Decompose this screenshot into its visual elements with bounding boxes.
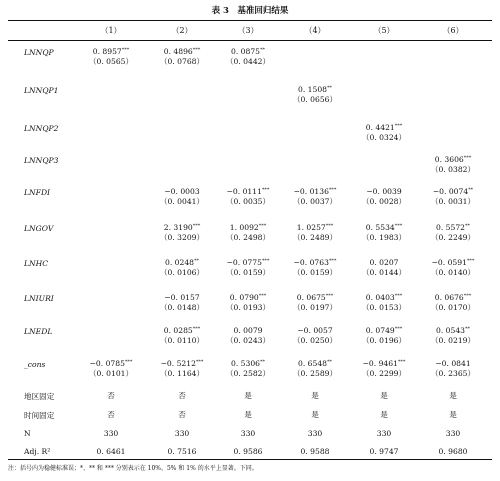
row-label: LNIURI (24, 294, 54, 303)
coefficient-cell (418, 221, 488, 243)
row-label: LNHC (24, 259, 49, 268)
significance-stars: *** (394, 326, 403, 332)
coefficient-cell (418, 185, 488, 207)
coefficient-number: −0. 0763 (293, 258, 329, 267)
coefficient-value (213, 45, 283, 57)
coefficient-value (418, 256, 488, 268)
standard-error: （0. 0656） (292, 95, 338, 104)
footer-cell: 是 (311, 391, 319, 400)
coefficient-value (418, 324, 488, 336)
coefficient-cell (418, 291, 488, 313)
coefficient-value (418, 153, 488, 165)
coefficient-value (213, 324, 283, 336)
footer-cell: 330 (376, 429, 392, 438)
footer-cell: 330 (445, 429, 461, 438)
coefficient-cell (280, 185, 350, 207)
row-label: LNEDL (24, 327, 53, 336)
coefficient-value (213, 357, 283, 369)
significance-stars: ** (194, 258, 199, 264)
row-label: LNNQP3 (24, 156, 59, 165)
coefficient-value (418, 221, 488, 233)
significance-stars: *** (463, 155, 472, 161)
table-note: 注：括号内为稳健标准误；*、** 和 *** 分别表示在 10%、5% 和 1% 的水平上显著。下同。 (8, 465, 258, 472)
coefficient-cell (280, 357, 350, 379)
significance-stars: *** (261, 187, 270, 193)
coefficient-number: 2. 3190 (163, 223, 193, 232)
row-label: LNNQP (24, 48, 54, 57)
footer-cell: 是 (244, 410, 252, 419)
coefficient-value (213, 291, 283, 303)
coefficient-value (280, 256, 350, 268)
coefficient-value (280, 185, 350, 197)
standard-error: （0. 0140） (430, 268, 476, 277)
coefficient-cell (147, 324, 217, 346)
standard-error: （0. 2582） (225, 369, 271, 378)
coefficient-cell (213, 185, 283, 207)
significance-stars: *** (397, 359, 406, 365)
coefficient-number: 0. 0676 (434, 293, 464, 302)
footer-row-label: Adj. R² (24, 447, 51, 456)
coefficient-number: −0. 0136 (293, 187, 329, 196)
coefficient-number: 0. 5306 (231, 359, 260, 368)
footer-cell: 是 (380, 410, 388, 419)
standard-error: （0. 2589） (292, 369, 338, 378)
coefficient-number: −0. 0111 (226, 187, 262, 196)
footer-cell: 是 (311, 410, 319, 419)
coefficient-cell (147, 185, 217, 207)
standard-error: （0. 0243） (225, 336, 271, 345)
standard-error: （0. 0035） (225, 197, 271, 206)
coefficient-number: 0. 4896 (163, 47, 193, 56)
coefficient-number: 0. 0285 (163, 326, 193, 335)
standard-error: （0. 1983） (361, 233, 407, 242)
significance-stars: *** (325, 223, 334, 229)
standard-error: （0. 0250） (292, 336, 338, 345)
significance-stars: *** (258, 293, 267, 299)
standard-error: （0. 1164） (159, 369, 205, 378)
significance-stars: *** (258, 223, 267, 229)
significance-stars: ** (260, 359, 265, 365)
footer-cell: 330 (307, 429, 323, 438)
coefficient-number: 0. 0079 (233, 326, 263, 335)
coefficient-cell (147, 256, 217, 278)
footer-cell: 330 (174, 429, 190, 438)
significance-stars: *** (121, 47, 130, 53)
significance-stars: ** (260, 47, 265, 53)
footer-cell: 否 (178, 391, 186, 400)
coefficient-cell (280, 324, 350, 346)
coefficient-cell (349, 291, 419, 313)
significance-stars: *** (325, 293, 334, 299)
standard-error: （0. 0159） (292, 268, 338, 277)
coefficient-value (280, 221, 350, 233)
coefficient-number: 0. 0875 (231, 47, 260, 56)
coefficient-value (349, 256, 419, 268)
significance-stars: *** (394, 123, 403, 129)
coefficient-value (147, 291, 217, 303)
standard-error: （0. 2498） (225, 233, 271, 242)
significance-stars: *** (328, 187, 337, 193)
coefficient-value (280, 83, 350, 95)
significance-stars: *** (192, 47, 201, 53)
coefficient-cell (418, 153, 488, 175)
row-label: LNGOV (24, 224, 54, 233)
standard-error: （0. 0110） (159, 336, 205, 345)
row-label: LNNQP1 (24, 86, 59, 95)
footer-row-label: N (24, 429, 31, 438)
standard-error: （0. 0153） (361, 303, 407, 312)
significance-stars: *** (466, 258, 475, 264)
standard-error: （0. 0170） (430, 303, 476, 312)
coefficient-cell (76, 45, 146, 67)
coefficient-cell (147, 291, 217, 313)
significance-stars: ** (465, 326, 470, 332)
coefficient-number: 1. 0092 (229, 223, 259, 232)
coefficient-cell (349, 324, 419, 346)
coefficient-cell (213, 357, 283, 379)
coefficient-value (349, 357, 419, 369)
coefficient-number: −0. 5212 (160, 359, 196, 368)
coefficient-number: 1. 0257 (296, 223, 326, 232)
coefficient-number: −0. 0039 (366, 187, 402, 196)
coefficient-number: −0. 0591 (431, 258, 467, 267)
bottom-rule (8, 459, 492, 460)
footer-row-label: 地区固定 (24, 392, 55, 401)
coefficient-number: 0. 0207 (369, 258, 399, 267)
standard-error: （0. 2249） (430, 233, 476, 242)
significance-stars: *** (394, 223, 403, 229)
coefficient-cell (418, 324, 488, 346)
significance-stars: ** (327, 85, 332, 91)
coefficient-cell (280, 256, 350, 278)
footer-cell: 是 (244, 391, 252, 400)
coefficient-number: −0. 0775 (226, 258, 262, 267)
significance-stars: *** (195, 359, 204, 365)
coefficient-cell (213, 221, 283, 243)
coefficient-number: −0. 9461 (362, 359, 398, 368)
column-header: （2） (171, 26, 193, 35)
top-rule (8, 20, 492, 21)
coefficient-value (280, 291, 350, 303)
coefficient-value (280, 357, 350, 369)
coefficient-number: 0. 0403 (365, 293, 395, 302)
coefficient-number: −0. 0157 (164, 293, 200, 302)
coefficient-number: 0. 8957 (92, 47, 122, 56)
header-rule (8, 40, 492, 41)
coefficient-value (213, 256, 283, 268)
footer-row-label: 时间固定 (24, 411, 55, 420)
coefficient-cell (349, 221, 419, 243)
standard-error: （0. 2299） (361, 369, 407, 378)
footer-cell: 0. 9680 (438, 447, 468, 456)
coefficient-number: 0. 6548 (298, 359, 327, 368)
coefficient-cell (349, 357, 419, 379)
footer-cell: 330 (103, 429, 119, 438)
coefficient-value (349, 185, 419, 197)
coefficient-cell (349, 121, 419, 143)
standard-error: （0. 0159） (225, 268, 271, 277)
coefficient-value (349, 121, 419, 133)
footer-cell: 0. 6461 (96, 447, 126, 456)
coefficient-value (418, 185, 488, 197)
coefficient-cell (213, 45, 283, 67)
coefficient-value (349, 291, 419, 303)
significance-stars: *** (463, 293, 472, 299)
column-header: （6） (442, 26, 464, 35)
coefficient-value (147, 357, 217, 369)
coefficient-cell (147, 357, 217, 379)
standard-error: （0. 2489） (292, 233, 338, 242)
standard-error: （0. 0041） (159, 197, 205, 206)
significance-stars: *** (192, 223, 201, 229)
coefficient-number: −0. 0074 (432, 187, 469, 196)
coefficient-value (280, 324, 350, 336)
coefficient-cell (213, 291, 283, 313)
footer-cell: 是 (380, 391, 388, 400)
coefficient-cell (418, 357, 488, 379)
coefficient-number: −0. 0003 (164, 187, 200, 196)
significance-stars: *** (394, 293, 403, 299)
footer-cell: 0. 9588 (300, 447, 330, 456)
footer-cell: 否 (178, 410, 186, 419)
standard-error: （0. 0106） (159, 268, 205, 277)
coefficient-cell (280, 83, 350, 105)
footer-cell: 330 (240, 429, 256, 438)
coefficient-number: −0. 0785 (89, 359, 125, 368)
standard-error: （0. 2365） (430, 369, 476, 378)
standard-error: （0. 0101） (88, 369, 134, 378)
coefficient-number: 0. 5534 (365, 223, 395, 232)
significance-stars: *** (328, 258, 337, 264)
coefficient-number: 0. 4421 (365, 123, 395, 132)
coefficient-cell (147, 45, 217, 67)
column-header: （4） (304, 26, 326, 35)
standard-error: （0. 0768） (159, 57, 205, 66)
standard-error: （0. 0028） (361, 197, 407, 206)
coefficient-cell (280, 291, 350, 313)
footer-cell: 0. 7516 (167, 447, 197, 456)
coefficient-value (76, 45, 146, 57)
standard-error: （0. 0148） (159, 303, 205, 312)
coefficient-number: 0. 0790 (229, 293, 259, 302)
standard-error: （0. 0037） (292, 197, 338, 206)
coefficient-value (147, 45, 217, 57)
coefficient-value (213, 185, 283, 197)
coefficient-cell (147, 221, 217, 243)
significance-stars: *** (124, 359, 133, 365)
standard-error: （0. 0324） (361, 133, 407, 142)
coefficient-value (418, 291, 488, 303)
coefficient-cell (349, 256, 419, 278)
footer-cell: 0. 9747 (369, 447, 399, 456)
coefficient-value (147, 221, 217, 233)
row-label: LNNQP2 (24, 124, 59, 133)
coefficient-number: 0. 0675 (296, 293, 326, 302)
coefficient-number: 0. 5572 (436, 223, 465, 232)
coefficient-cell (280, 221, 350, 243)
coefficient-value (349, 221, 419, 233)
standard-error: （0. 0382） (430, 165, 476, 174)
coefficient-number: −0. 0057 (297, 326, 333, 335)
footer-cell: 是 (449, 391, 457, 400)
coefficient-number: −0. 0841 (435, 359, 471, 368)
significance-stars: ** (327, 359, 332, 365)
standard-error: （0. 0193） (225, 303, 271, 312)
significance-stars: *** (261, 258, 270, 264)
coefficient-cell (76, 357, 146, 379)
coefficient-value (418, 357, 488, 369)
coefficient-value (213, 221, 283, 233)
coefficient-cell (349, 185, 419, 207)
standard-error: （0. 0442） (225, 57, 271, 66)
footer-cell: 否 (107, 391, 115, 400)
coefficient-cell (418, 256, 488, 278)
coefficient-cell (213, 256, 283, 278)
coefficient-value (76, 357, 146, 369)
standard-error: （0. 3209） (159, 233, 205, 242)
coefficient-cell (213, 324, 283, 346)
standard-error: （0. 0196） (361, 336, 407, 345)
coefficient-number: 0. 0749 (365, 326, 395, 335)
footer-cell: 0. 9586 (233, 447, 263, 456)
column-header: （5） (373, 26, 395, 35)
coefficient-number: 0. 3606 (434, 155, 464, 164)
standard-error: （0. 0565） (88, 57, 134, 66)
footer-cell: 是 (449, 410, 457, 419)
table-title: 表 3 基准回归结果 (211, 6, 289, 16)
coefficient-number: 0. 0248 (165, 258, 194, 267)
coefficient-value (147, 324, 217, 336)
coefficient-number: 0. 1508 (298, 85, 327, 94)
significance-stars: *** (192, 326, 201, 332)
coefficient-number: 0. 0543 (436, 326, 465, 335)
standard-error: （0. 0144） (361, 268, 407, 277)
coefficient-value (147, 256, 217, 268)
footer-cell: 否 (107, 410, 115, 419)
coefficient-value (147, 185, 217, 197)
standard-error: （0. 0219） (430, 336, 476, 345)
significance-stars: ** (465, 223, 470, 229)
column-header: （1） (100, 26, 122, 35)
standard-error: （0. 0197） (292, 303, 338, 312)
row-label: _cons (24, 360, 46, 369)
significance-stars: ** (468, 187, 474, 193)
row-label: LNFDI (24, 188, 51, 197)
column-header: （3） (237, 26, 259, 35)
coefficient-value (349, 324, 419, 336)
standard-error: （0. 0031） (430, 197, 476, 206)
